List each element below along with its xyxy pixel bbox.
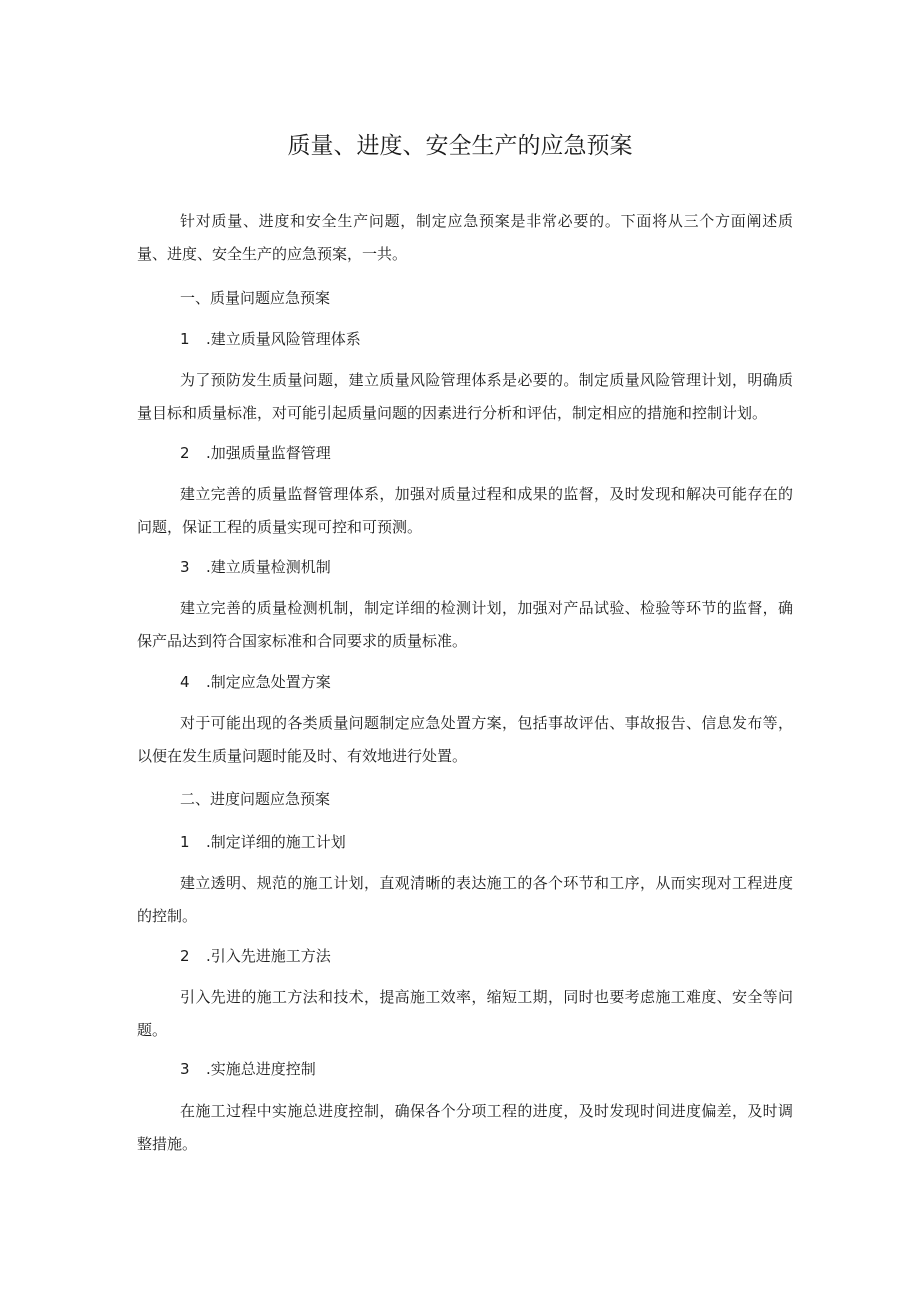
item-number: 3: [180, 558, 190, 576]
item-number: 1: [180, 833, 190, 851]
item-number: 3: [180, 1060, 190, 1078]
section1-item4-body: 对于可能出现的各类质量问题制定应急处置方案，包括事故评估、事故报告、信息发布等，以便在发生质量问题时能及时、有效地进行处置。: [137, 714, 793, 765]
section2-item2-heading: [180, 940, 331, 973]
intro-paragraph: 针对质量、进度和安全生产问题，制定应急预案是非常必要的。下面将从三个方面阐述质量、进度、安全生产的应急预案，一共。: [137, 212, 793, 263]
section1-item3-body: 建立完善的质量检测机制，制定详细的检测计划，加强对产品试验、检验等环节的监督，确保产品达到符合国家标准和合同要求的质量标准。: [137, 599, 793, 650]
section1-item3-heading: [180, 551, 331, 584]
section1-item2-body: 建立完善的质量监督管理体系，加强对质量过程和成果的监督，及时发现和解决可能存在的问题，保证工程的质量实现可控和可预测。: [137, 485, 793, 536]
section2-item1-heading: [180, 826, 346, 859]
item-title: .制定应急处置方案: [206, 673, 331, 691]
item-title: .加强质量监督管理: [206, 444, 331, 462]
section2-item1-body: 建立透明、规范的施工计划，直观清晰的表达施工的各个环节和工序，从而实现对工程进度的控制。: [137, 874, 793, 925]
item-title: .建立质量风险管理体系: [206, 330, 361, 348]
item-title: .实施总进度控制: [206, 1060, 316, 1078]
section2-heading: 二、进度问题应急预案: [180, 790, 331, 808]
section1-item1-body: 为了预防发生质量问题，建立质量风险管理体系是必要的。制定质量风险管理计划，明确质量目标和质量标准，对可能引起质量问题的因素进行分析和评估，制定相应的措施和控制计划。: [137, 371, 793, 422]
section1-item2-heading: [180, 437, 331, 470]
item-number: 1: [180, 330, 190, 348]
section2-item3-heading: [180, 1053, 316, 1086]
section1-item1-heading: [180, 323, 361, 356]
section1-item4-heading: [180, 666, 331, 699]
item-title: .建立质量检测机制: [206, 558, 331, 576]
item-title: .引入先进施工方法: [206, 947, 331, 965]
section1-heading: 一、质量问题应急预案: [180, 289, 331, 307]
section2-item2-body: 引入先进的施工方法和技术，提高施工效率，缩短工期，同时也要考虑施工难度、安全等问题。: [137, 988, 793, 1039]
document-title: 质量、进度、安全生产的应急预案: [287, 133, 633, 159]
item-number: 4: [180, 673, 190, 691]
item-number: 2: [180, 444, 190, 462]
item-number: 2: [180, 947, 190, 965]
section2-item3-body: 在施工过程中实施总进度控制，确保各个分项工程的进度，及时发现时间进度偏差，及时调整措施。: [137, 1102, 793, 1153]
item-title: .制定详细的施工计划: [206, 833, 346, 851]
